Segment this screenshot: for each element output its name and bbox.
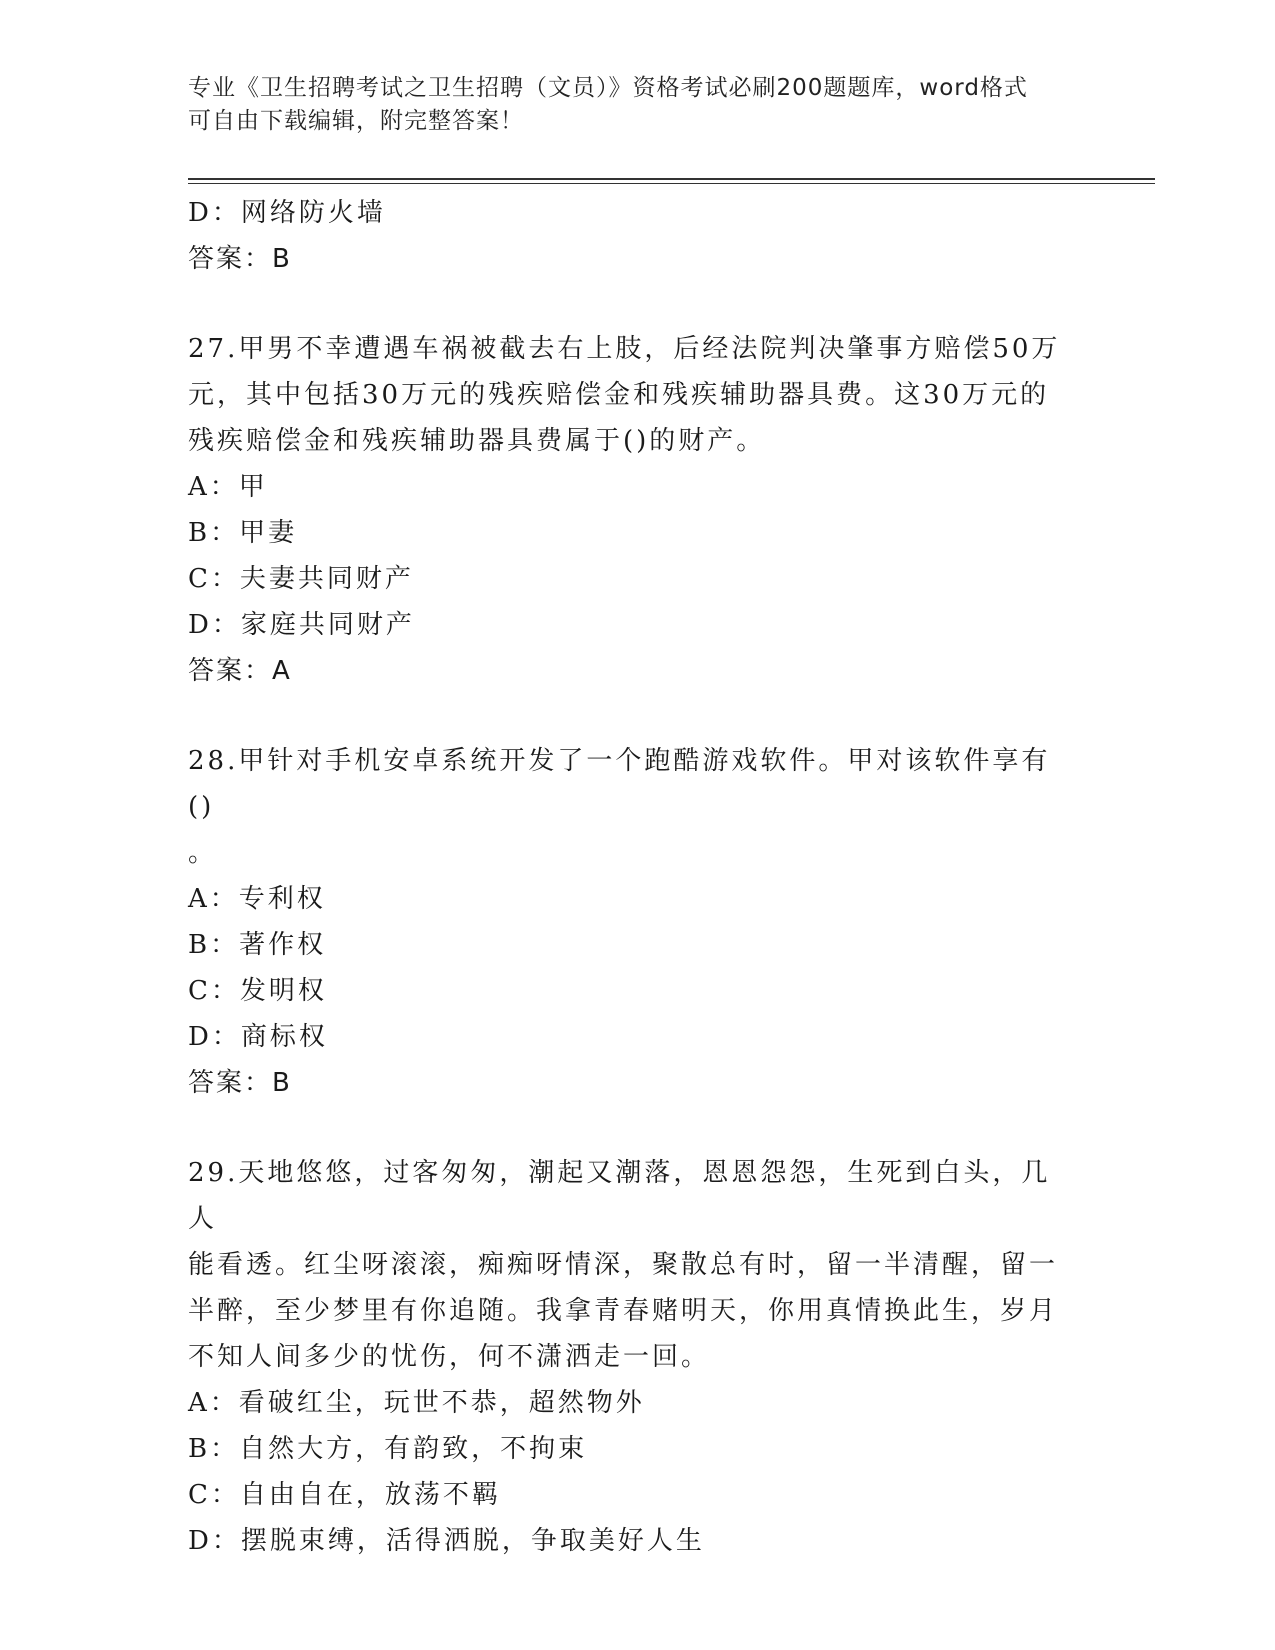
- header-rule-thick: [188, 178, 1155, 180]
- option-a: A：看破红尘，玩世不恭，超然物外: [188, 1388, 645, 1418]
- option-b: B：著作权: [188, 930, 327, 960]
- answer: 答案：B: [188, 1068, 292, 1098]
- option-d: D：商标权: [188, 1022, 328, 1052]
- option-d: D：家庭共同财产: [188, 610, 415, 640]
- option-a: A：甲: [188, 472, 268, 502]
- spacer: [188, 1106, 1088, 1150]
- document-body: [188, 190, 1088, 1564]
- question-stem-line: 元，其中包括30万元的残疾赔偿金和残疾辅助器具费。这30万元的: [188, 380, 1050, 410]
- answer: 答案：A: [188, 656, 292, 686]
- document-header: [188, 72, 1088, 138]
- spacer: [188, 282, 1088, 326]
- option-c: C：自由自在，放荡不羁: [188, 1480, 501, 1510]
- header-rule-thin: [188, 183, 1155, 184]
- question-stem-line: 27.甲男不幸遭遇车祸被截去右上肢，后经法院判决肇事方赔偿50万: [188, 334, 1061, 364]
- header-line-2: 可自由下载编辑，附完整答案！: [188, 108, 524, 134]
- question-stem-line: 残疾赔偿金和残疾辅助器具费属于()的财产。: [188, 426, 766, 456]
- question-29: [188, 1150, 1088, 1564]
- option-d: D：摆脱束缚，活得洒脱，争取美好人生: [188, 1526, 705, 1556]
- option-b: B：甲妻: [188, 518, 298, 548]
- option-c: C：发明权: [188, 976, 327, 1006]
- option-b: B：自然大方，有韵致，不拘束: [188, 1434, 588, 1464]
- question-stem-line: 半醉，至少梦里有你追随。我拿青春赌明天，你用真情换此生，岁月: [188, 1296, 1059, 1326]
- header-line-1: 专业《卫生招聘考试之卫生招聘（文员）》资格考试必刷200题题库，word格式: [188, 75, 1028, 101]
- question-stem-line: 28.甲针对手机安卓系统开发了一个跑酷游戏软件。甲对该软件享有(): [188, 746, 1051, 822]
- question-stem-line: 能看透。红尘呀滚滚，痴痴呀情深，聚散总有时，留一半清醒，留一: [188, 1250, 1059, 1280]
- option-a: A：专利权: [188, 884, 326, 914]
- question-27: [188, 326, 1088, 694]
- prev-option-d: D：网络防火墙: [188, 198, 386, 228]
- question-28: [188, 738, 1088, 1106]
- option-c: C：夫妻共同财产: [188, 564, 414, 594]
- question-stem-line: 。: [188, 838, 218, 868]
- spacer: [188, 694, 1088, 738]
- prev-answer: 答案：B: [188, 244, 292, 274]
- question-stem-line: 不知人间多少的忧伤，何不潇洒走一回。: [188, 1342, 711, 1372]
- question-stem-line: 29.天地悠悠，过客匆匆，潮起又潮落，恩恩怨怨，生死到白头，几人: [188, 1158, 1051, 1234]
